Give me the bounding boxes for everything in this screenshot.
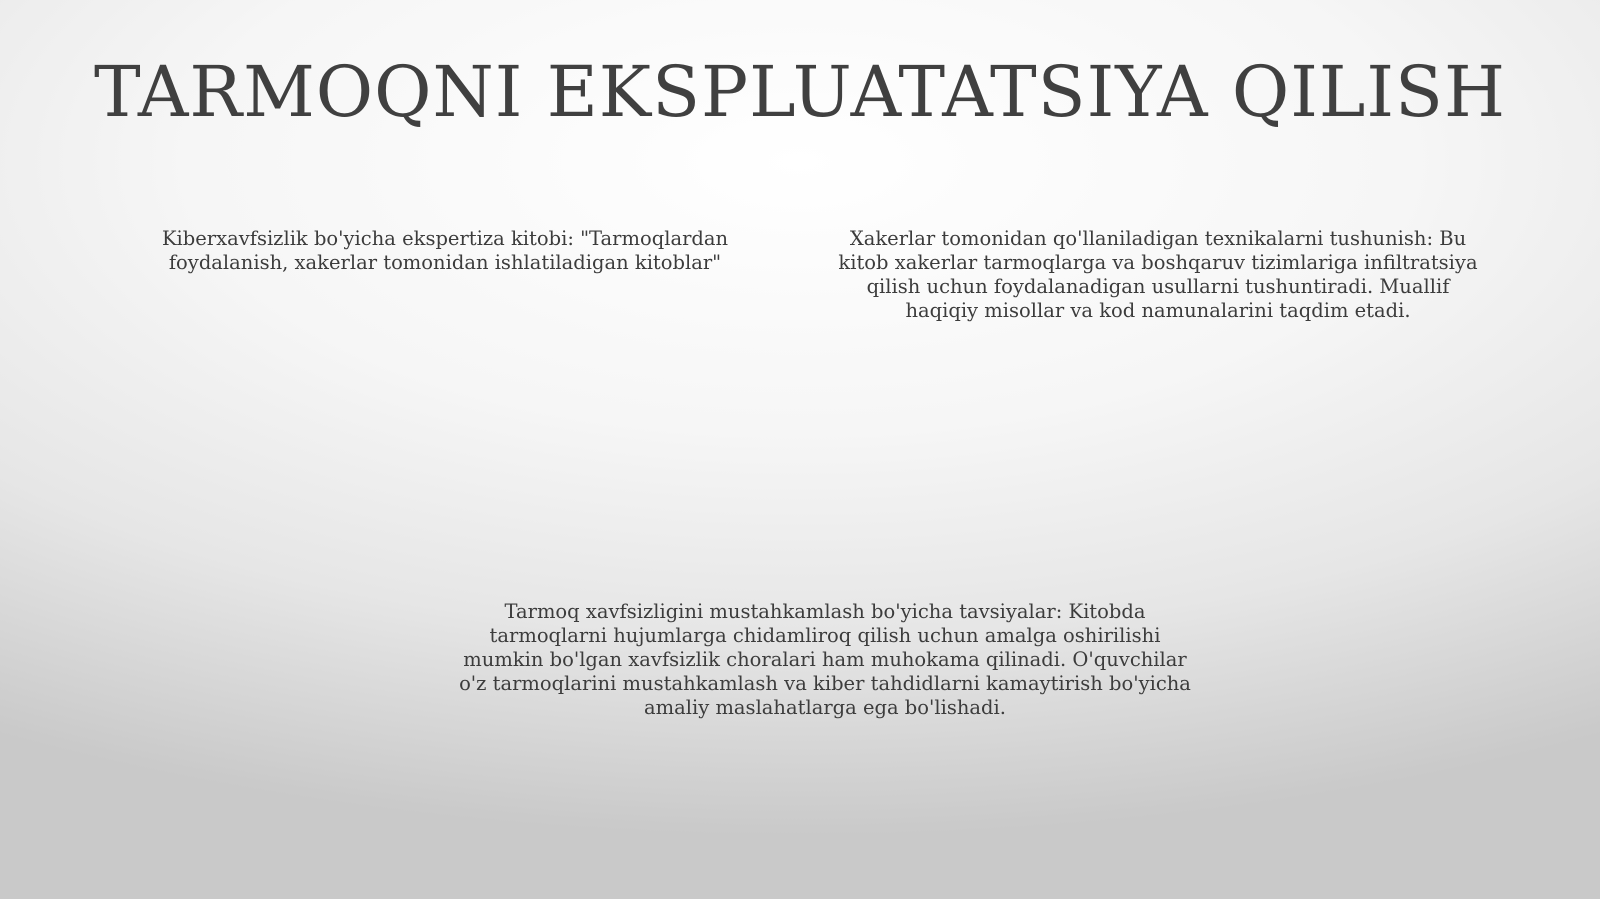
text-block-book-title: Kiberxavfsizlik bo'yicha ekspertiza kitobi: "Tarmoqlardan foydalanish, xakerlar tomonidan ishlatiladigan kitoblar" bbox=[161, 227, 729, 274]
slide-title: TARMOQNI EKSPLUATATSIYA QILISH bbox=[93, 51, 1507, 133]
text-block-security-recommendations: Tarmoq xavfsizligini mustahkamlash bo'yicha tavsiyalar: Kitobda tarmoqlarni hujumlarga chidamliroq qilish uchun amalga oshirilishi mumkin bo'lgan xavfsizlik choralari ham muhokama qilinadi. O'quvchilar o'z tarmoqlarini mustahkamlash va kiber tahdidlarni kamaytirish bo'yicha amaliy maslahatlarga ega bo'lishadi. bbox=[459, 600, 1191, 719]
text-block-hacker-techniques: Xakerlar tomonidan qo'llaniladigan texnikalarni tushunish: Bu kitob xakerlar tarmoqlarga va boshqaruv tizimlariga infiltratsiya qilish uchun foydalanadigan usullarni tushuntiradi. Muallif haqiqiy misollar va kod namunalarini taqdim etadi. bbox=[838, 227, 1478, 322]
